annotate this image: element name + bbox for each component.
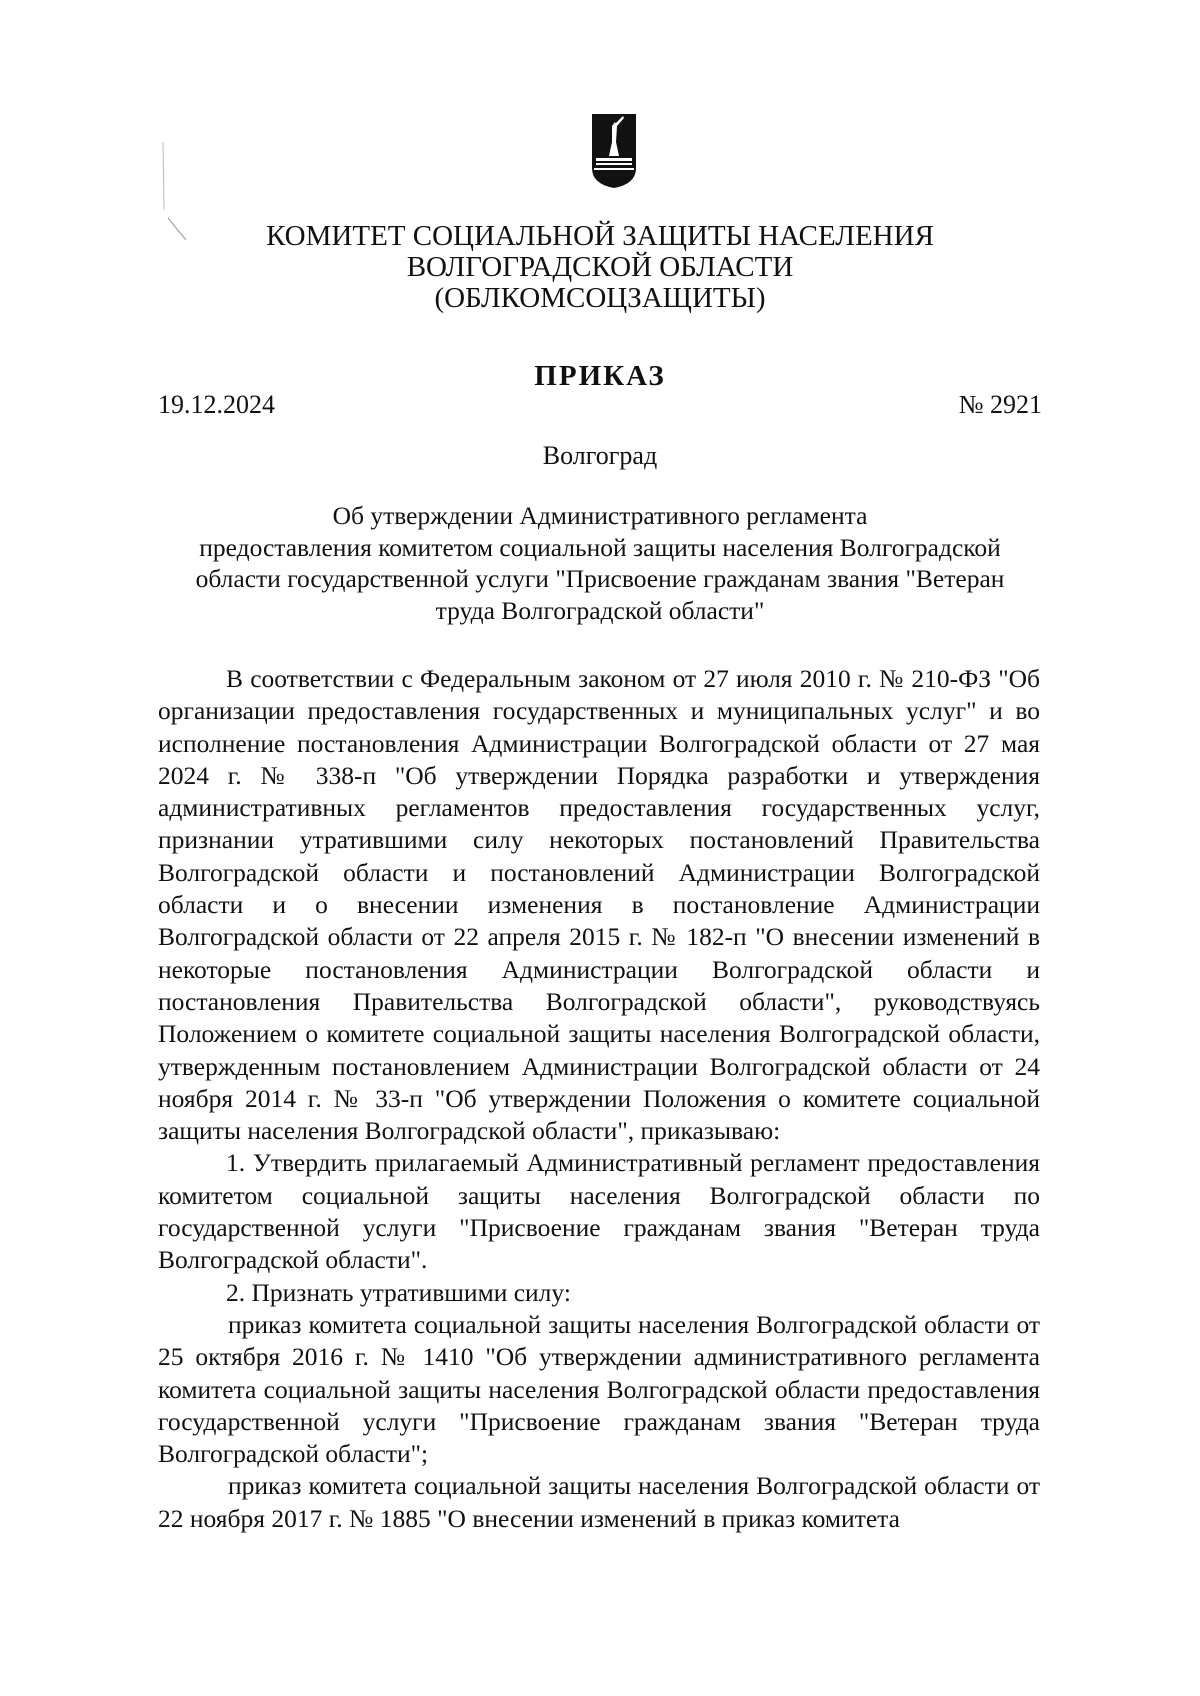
organization-name-line-2: ВОЛГОГРАДСКОЙ ОБЛАСТИ: [406, 251, 794, 283]
document-date: 19.12.2024: [158, 390, 275, 419]
subject-line-4: труда Волгоградской области": [435, 595, 765, 625]
subject-line-3: области государственной услуги "Присвоение гражданам звания "Ветеран: [195, 564, 1005, 593]
preamble-paragraph: В соответствии с Федеральным законом от 27 июля 2010 г. № 210-ФЗ "Об организации предоставления государственных и муниципальных услуг" и во исполнение постановления Администрации Волгоградской области от 27 мая 2024 г. № 338-п "Об утверждении Порядка разработки и утверждения административных регламентов предоставления государственных услуг, признании утратившими силу некоторых постановлений Правительства Волгоградской области и постановлений Администрации Волгоградской области и о внесении изменения в постановление Администрации Волгоградской области от 22 апреля 2015 г. № 182-п "О внесении изменений в некоторые постановления Администрации Волгоградской области и постановления Правительства Волгоградской области", руководствуясь Положением о комитете социальной защиты населения Волгоградской области, утвержденным постановлением Администрации Волгоградской области от 24 ноября 2014 г. № 33-п "Об утверждении Положения о комитете социальной защиты населения Волгоградской области", приказываю:: [158, 664, 1040, 1146]
document-city: Волгоград: [542, 441, 658, 470]
document-number: № 2921: [958, 390, 1042, 419]
organization-name-line-1: КОМИТЕТ СОЦИАЛЬНОЙ ЗАЩИТЫ НАСЕЛЕНИЯ: [266, 220, 934, 252]
organization-header: [0, 221, 1200, 314]
document-subject: [150, 500, 1050, 626]
volgograd-coat-of-arms-icon: [590, 112, 638, 190]
subject-line-1: Об утверждении Административного регламента: [332, 501, 868, 530]
repealed-order-2: приказ комитета социальной защиты населения Волгоградской области от 22 ноября 2017 г. № 1885 "О внесении изменений в приказ комитета: [158, 1471, 1040, 1533]
repealed-order-1: приказ комитета социальной защиты населения Волгоградской области от 25 октября 2016 г. № 1410 "Об утверждении административного регламента комитета социальной защиты населения Волгоградской области предоставления государственной услуги "Присвоение гражданам звания "Ветеран труда Волгоградской области";: [158, 1309, 1040, 1469]
document-type: ПРИКАЗ: [534, 360, 666, 392]
order-item-1: 1. Утвердить прилагаемый Административный регламент предоставления комитетом социальной защиты населения Волгоградской области по государственной услуги "Присвоение гражданам звания "Ветеран труда Волгоградской области".: [158, 1148, 1040, 1275]
document-body: [158, 663, 1040, 1535]
order-item-2: 2. Признать утратившими силу:: [226, 1277, 571, 1307]
organization-abbreviation: (ОБЛКОМСОЦЗАЩИТЫ): [434, 282, 766, 314]
subject-line-2: предоставления комитетом социальной защиты населения Волгоградской: [199, 532, 1001, 562]
